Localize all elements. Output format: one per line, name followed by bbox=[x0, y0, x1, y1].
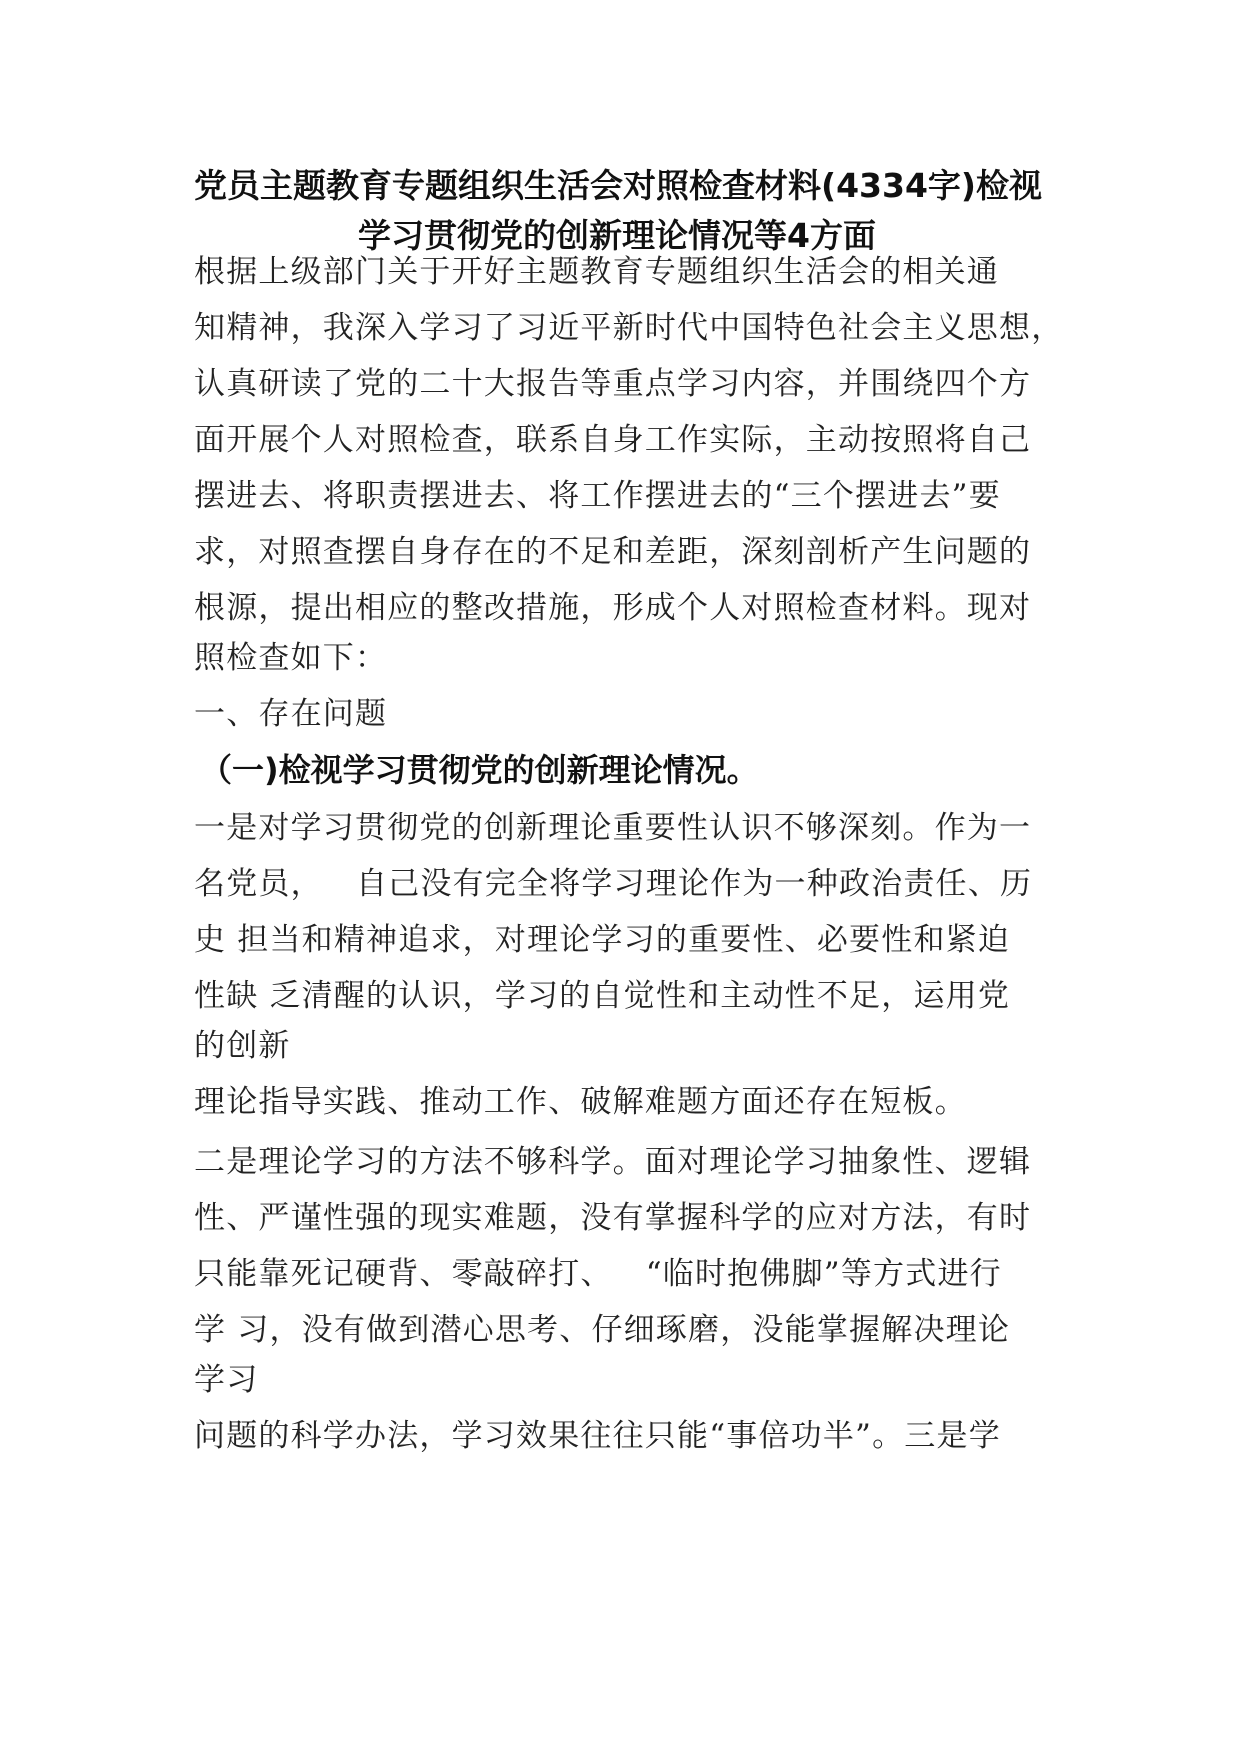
paragraph-line: 问题的科学办法，学习效果往往只能“事倍功半”。三是学 bbox=[194, 1418, 1001, 1454]
paragraph-line: 一是对学习贯彻党的创新理论重要性认识不够深刻。作为一 bbox=[194, 810, 1032, 846]
paragraph-line: 二是理论学习的方法不够科学。面对理论学习抽象性、逻辑 bbox=[194, 1144, 1032, 1180]
paragraph-line: 的创新 bbox=[194, 1028, 291, 1064]
intro-line: 认真研读了党的二十大报告等重点学习内容，并围绕四个方 bbox=[194, 366, 1032, 402]
subsection-heading: （一)检视学习贯彻党的创新理论情况。 bbox=[200, 751, 759, 789]
intro-line: 求，对照查摆自身存在的不足和差距，深刻剖析产生问题的 bbox=[194, 534, 1032, 570]
paragraph-line: 只能靠死记硬背、零敲碎打、 “临时抱佛脚”等方式进行 bbox=[194, 1256, 1002, 1292]
intro-line: 根源，提出相应的整改措施，形成个人对照检查材料。现对 bbox=[194, 590, 1032, 626]
intro-line: 面开展个人对照检查，联系自身工作实际，主动按照将自己 bbox=[194, 422, 1032, 458]
paragraph-line: 学 习，没有做到潜心思考、仔细琢磨，没能掌握解决理论 bbox=[194, 1312, 1011, 1348]
document-title-line-2: 学习贯彻党的创新理论情况等4方面 bbox=[358, 216, 876, 255]
intro-line: 知精神，我深入学习了习近平新时代中国特色社会主义思想， bbox=[194, 310, 1064, 346]
paragraph-line: 学习 bbox=[194, 1362, 259, 1398]
paragraph-line: 性缺 乏清醒的认识，学习的自觉性和主动性不足，运用党 bbox=[194, 978, 1011, 1014]
paragraph-line: 名党员， 自己没有完全将学习理论作为一种政治责任、历 bbox=[194, 866, 1033, 902]
intro-line: 照检查如下： bbox=[194, 640, 388, 676]
document-title-line-1: 党员主题教育专题组织生活会对照检查材料(4334字)检视 bbox=[194, 166, 1043, 205]
section-heading: 一、存在问题 bbox=[194, 696, 388, 732]
intro-line: 摆进去、将职责摆进去、将工作摆进去的“三个摆进去”要 bbox=[194, 478, 1001, 514]
paragraph-line: 史 担当和精神追求，对理论学习的重要性、必要性和紧迫 bbox=[194, 922, 1011, 958]
paragraph-line: 理论指导实践、推动工作、破解难题方面还存在短板。 bbox=[194, 1084, 967, 1120]
intro-line: 根据上级部门关于开好主题教育专题组织生活会的相关通 bbox=[194, 254, 999, 290]
paragraph-line: 性、严谨性强的现实难题，没有掌握科学的应对方法，有时 bbox=[194, 1200, 1032, 1236]
